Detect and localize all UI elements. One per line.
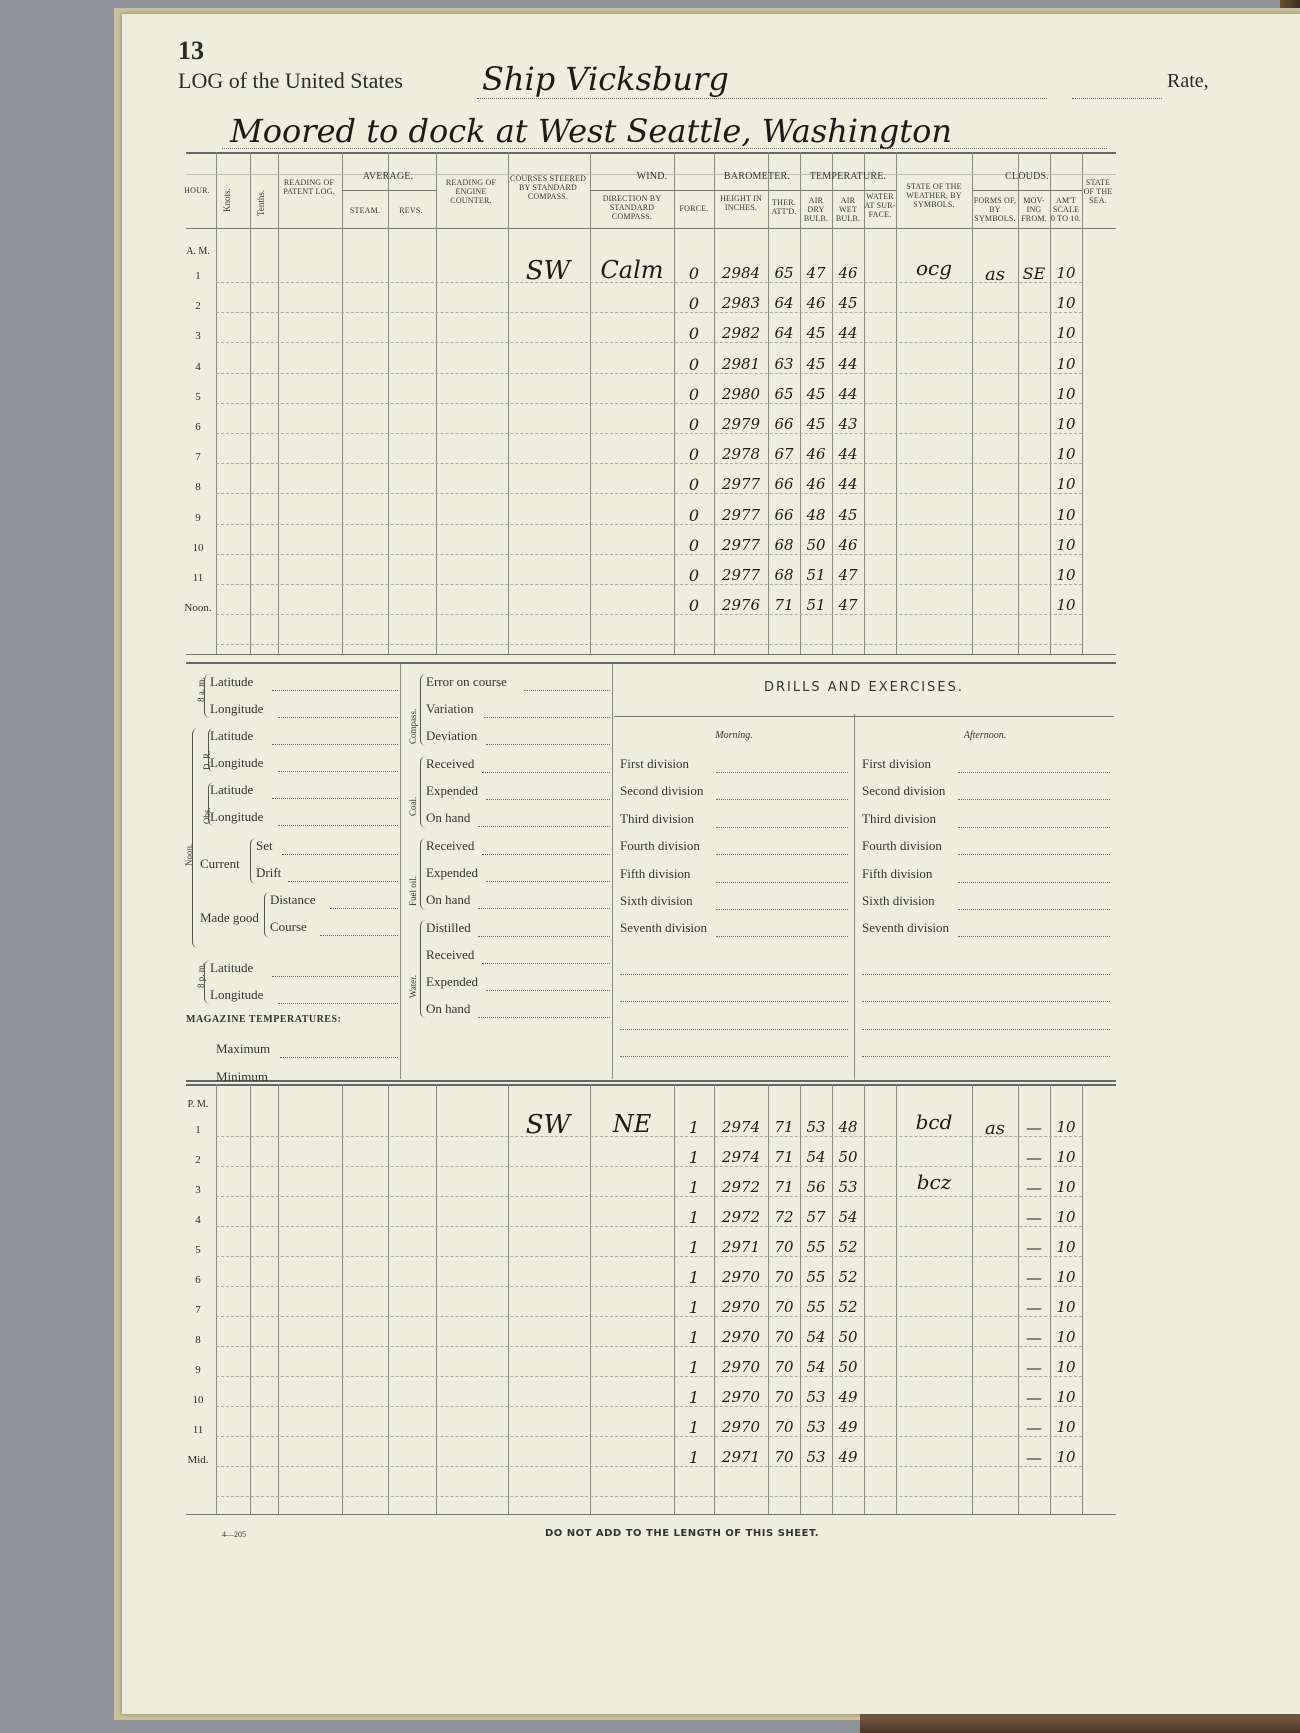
air-dry-cell: 54 <box>806 1328 826 1346</box>
table-row-hour: 9 <box>195 511 201 524</box>
air-dry-cell: 45 <box>806 324 826 343</box>
ther-attd-cell: 70 <box>774 1358 794 1376</box>
header-wind-direction: DIRECTION BY STANDARD COMPASS. <box>602 194 662 221</box>
water-received-label: Received <box>426 947 475 962</box>
air-dry-cell: 53 <box>806 1418 826 1436</box>
form-number: 4—205 <box>222 1530 246 1539</box>
cloud-amount-cell: 10 <box>1056 1388 1076 1406</box>
ther-attd-cell: 71 <box>774 1178 794 1196</box>
barometer-cell: 2971 <box>721 1448 761 1466</box>
table-row-hour: 3 <box>195 330 201 343</box>
ther-attd-cell: 70 <box>774 1448 794 1466</box>
air-wet-cell: 46 <box>838 535 858 554</box>
afternoon-label: Afternoon. <box>963 730 1007 741</box>
air-dry-cell: 53 <box>806 1448 826 1466</box>
table-row-hour: 11 <box>192 1424 204 1436</box>
log-title: LOG of the United States <box>178 68 403 93</box>
table-row-hour: 10 <box>192 1394 204 1406</box>
air-dry-cell: 46 <box>806 475 826 494</box>
header-wind-force: FORCE. <box>679 204 709 213</box>
wind-force-cell: 1 <box>688 1208 700 1227</box>
air-wet-cell: 50 <box>838 1148 858 1166</box>
air-dry-cell: 47 <box>806 264 826 282</box>
set-label: Set <box>256 838 273 853</box>
header-knots: Knots. <box>222 188 232 212</box>
drill-division-label: Second division <box>862 783 946 799</box>
ther-attd-cell: 65 <box>774 384 794 403</box>
table-row-hour: 6 <box>195 1274 201 1286</box>
barometer-cell: 2970 <box>721 1388 761 1406</box>
drill-division-label: Third division <box>620 810 695 826</box>
header-baro-height: HEIGHT IN INCHES. <box>720 194 762 212</box>
barometer-cell: 2980 <box>721 384 761 403</box>
weather-cell: bcz <box>916 1170 952 1194</box>
cloud-moving-cell: — <box>1026 1418 1042 1437</box>
cloud-moving-cell: — <box>1026 1268 1042 1287</box>
ther-attd-cell: 65 <box>774 264 794 282</box>
header-steam: STEAM. <box>349 206 381 215</box>
magazine-label: MAGAZINE TEMPERATURES: <box>186 1014 342 1025</box>
water-label: Water. <box>408 974 418 998</box>
header-ther-attd: THER. ATT'D. <box>771 198 797 216</box>
coal-received-label: Received <box>426 756 475 771</box>
wind-force-cell: 0 <box>688 384 700 404</box>
air-dry-cell: 45 <box>806 354 826 373</box>
barometer-cell: 2976 <box>721 596 761 615</box>
noon-label: Noon. <box>184 843 194 866</box>
table-row-hour: 6 <box>195 421 201 433</box>
table-row-hour: 7 <box>195 451 201 464</box>
air-wet-cell: 53 <box>838 1178 858 1196</box>
header-tenths: Tenths. <box>256 189 266 216</box>
air-wet-cell: 45 <box>838 505 858 524</box>
fuel-oil-label: Fuel oil. <box>408 875 418 906</box>
cloud-moving-cell: SE <box>1022 264 1046 283</box>
air-dry-cell: 55 <box>806 1298 826 1316</box>
air-wet-cell: 52 <box>838 1238 858 1256</box>
cloud-moving-cell: — <box>1026 1178 1042 1197</box>
air-dry-cell: 53 <box>806 1118 826 1136</box>
wind-direction-cell: NE <box>612 1110 652 1138</box>
ther-attd-cell: 66 <box>774 415 794 433</box>
air-dry-cell: 55 <box>806 1238 826 1256</box>
morning-label: Morning. <box>715 730 753 741</box>
cloud-form-cell: as <box>985 1118 1005 1139</box>
cloud-amount-cell: 10 <box>1056 1178 1076 1196</box>
header-water-surface: WATER AT SUR-FACE. <box>864 192 896 219</box>
barometer-cell: 2981 <box>721 354 761 373</box>
table-row-hour: 8 <box>195 481 201 494</box>
header-courses: COURSES STEERED BY STANDARD COMPASS. <box>509 174 587 201</box>
compass-label: Compass. <box>408 708 418 744</box>
ther-attd-cell: 67 <box>774 445 794 464</box>
am8-longitude-label: Longitude <box>210 701 264 716</box>
wind-force-cell: 1 <box>688 1358 700 1377</box>
air-wet-cell: 49 <box>838 1388 858 1406</box>
cloud-amount-cell: 10 <box>1056 415 1076 433</box>
barometer-cell: 2977 <box>721 566 761 584</box>
drift-label: Drift <box>256 865 282 880</box>
cloud-amount-cell: 10 <box>1056 535 1076 554</box>
location-entry: Moored to dock at West Seattle, Washington <box>230 112 952 150</box>
ther-attd-cell: 68 <box>774 535 794 554</box>
barometer-cell: 2970 <box>721 1268 761 1286</box>
cloud-moving-cell: — <box>1026 1298 1042 1317</box>
drill-division-label: Sixth division <box>862 893 935 908</box>
rate-label: Rate, <box>1167 70 1209 92</box>
table-row-hour: 1 <box>195 270 201 282</box>
drill-division-label: Fourth division <box>620 838 700 854</box>
header-cloud-moving: MOV-ING FROM. <box>1021 196 1047 223</box>
cloud-moving-cell: — <box>1026 1208 1042 1227</box>
course-cell: SW <box>525 1110 571 1140</box>
air-dry-cell: 51 <box>806 596 826 615</box>
ther-attd-cell: 68 <box>774 566 794 584</box>
ther-attd-cell: 70 <box>774 1238 794 1256</box>
cloud-amount-cell: 10 <box>1056 294 1076 313</box>
drill-division-label: Fifth division <box>620 865 691 881</box>
air-wet-cell: 44 <box>838 384 858 403</box>
drill-division-label: Fifth division <box>862 865 933 881</box>
coal-label: Coal. <box>408 796 418 816</box>
air-wet-cell: 50 <box>838 1358 858 1376</box>
ther-attd-cell: 66 <box>774 505 794 524</box>
cloud-amount-cell: 10 <box>1056 1208 1076 1226</box>
air-dry-cell: 46 <box>806 294 826 313</box>
wind-force-cell: 0 <box>688 415 700 434</box>
table-row-hour: 9 <box>195 1364 201 1376</box>
ther-attd-cell: 66 <box>774 475 794 494</box>
wind-force-cell: 0 <box>688 354 700 374</box>
course-cell: SW <box>525 256 571 286</box>
made-good-label: Made good <box>200 910 259 925</box>
barometer-cell: 2970 <box>721 1298 761 1316</box>
ship-name: Ship Vicksburg <box>482 60 729 98</box>
air-wet-cell: 47 <box>838 566 858 584</box>
barometer-cell: 2977 <box>721 505 761 524</box>
air-dry-cell: 45 <box>806 384 826 403</box>
table-row-hour: 3 <box>195 1184 201 1196</box>
pm8-label: 8 p. m. <box>196 962 206 988</box>
cloud-amount-cell: 10 <box>1056 1268 1076 1286</box>
cloud-form-cell: as <box>985 264 1005 285</box>
cloud-amount-cell: 10 <box>1056 384 1076 403</box>
barometer-cell: 2970 <box>721 1328 761 1346</box>
cloud-amount-cell: 10 <box>1056 1148 1076 1166</box>
distance-label: Distance <box>270 892 316 907</box>
cloud-amount-cell: 10 <box>1056 596 1076 615</box>
header-revs: REVS. <box>399 206 423 215</box>
cloud-amount-cell: 10 <box>1056 1328 1076 1346</box>
cloud-amount-cell: 10 <box>1056 1358 1076 1376</box>
cloud-moving-cell: — <box>1026 1448 1042 1467</box>
barometer-cell: 2974 <box>721 1148 761 1166</box>
wind-force-cell: 0 <box>688 324 700 344</box>
barometer-cell: 2984 <box>721 264 761 282</box>
air-dry-cell: 54 <box>806 1358 826 1376</box>
header-engine-counter: READING OF ENGINE COUNTER. <box>445 178 497 205</box>
coal-expended-label: Expended <box>426 783 478 798</box>
pm8-latitude-label: Latitude <box>210 960 254 975</box>
air-wet-cell: 44 <box>838 354 858 373</box>
drill-division-label: Seventh division <box>862 920 950 936</box>
cloud-amount-cell: 10 <box>1056 264 1076 282</box>
wind-force-cell: 0 <box>688 475 700 495</box>
dr-label: D. R. <box>202 750 212 770</box>
pm8-longitude-label: Longitude <box>210 987 264 1002</box>
table-row-hour: 2 <box>195 300 201 313</box>
fuel-received-label: Received <box>426 838 475 853</box>
air-wet-cell: 50 <box>838 1328 858 1346</box>
dr-latitude-label: Latitude <box>210 728 254 743</box>
barometer-cell: 2977 <box>721 475 761 494</box>
barometer-cell: 2974 <box>721 1118 761 1136</box>
cloud-amount-cell: 10 <box>1056 1238 1076 1256</box>
air-dry-cell: 54 <box>806 1148 826 1166</box>
table-row-hour: 10 <box>192 541 204 554</box>
barometer-cell: 2970 <box>721 1418 761 1436</box>
current-label: Current <box>200 856 240 871</box>
obs-latitude-label: Latitude <box>210 782 254 797</box>
pm-label: P. M. <box>187 1099 209 1110</box>
ther-attd-cell: 70 <box>774 1328 794 1346</box>
header-barometer: BAROMETER. <box>723 171 791 182</box>
ther-attd-cell: 63 <box>774 354 794 373</box>
log-sheet <box>122 14 1300 1714</box>
ther-attd-cell: 71 <box>774 1118 794 1136</box>
drill-division-label: First division <box>620 756 689 771</box>
table-row-hour: 8 <box>195 1334 201 1346</box>
water-expended-label: Expended <box>426 974 478 989</box>
wind-force-cell: 1 <box>688 1148 700 1167</box>
maximum-label: Maximum <box>216 1041 271 1056</box>
ther-attd-cell: 70 <box>774 1268 794 1286</box>
error-on-course-label: Error on course <box>426 674 507 689</box>
header-sea: STATE OF THE SEA. <box>1083 178 1113 205</box>
wind-force-cell: 0 <box>688 505 700 525</box>
weather-cell: ocg <box>915 256 953 280</box>
air-dry-cell: 46 <box>806 445 826 464</box>
cloud-moving-cell: — <box>1026 1238 1042 1257</box>
wind-force-cell: 0 <box>688 294 700 314</box>
table-row-hour: 5 <box>195 390 201 403</box>
minimum-label: Minimum <box>216 1069 269 1084</box>
ther-attd-cell: 72 <box>774 1208 794 1226</box>
barometer-cell: 2983 <box>721 294 761 313</box>
table-row-hour: 4 <box>195 360 201 373</box>
table-row-hour: 5 <box>195 1244 201 1256</box>
dr-longitude-label: Longitude <box>210 755 264 770</box>
air-wet-cell: 46 <box>838 264 858 282</box>
fuel-expended-label: Expended <box>426 865 478 880</box>
fuel-on-hand-label: On hand <box>426 892 471 907</box>
wind-force-cell: 1 <box>688 1388 700 1407</box>
drill-division-label: Seventh division <box>620 920 708 936</box>
barometer-cell: 2972 <box>721 1208 761 1226</box>
air-dry-cell: 48 <box>806 505 826 524</box>
header-patent-log: READING OF PATENT LOG. <box>283 178 335 196</box>
drill-division-label: First division <box>862 756 931 771</box>
am-label: A. M. <box>186 246 210 257</box>
air-dry-cell: 56 <box>806 1178 826 1196</box>
wind-force-cell: 0 <box>688 445 700 465</box>
course-label: Course <box>270 919 307 934</box>
header-cloud-forms: FORMS OF, BY SYMBOLS. <box>973 196 1017 223</box>
cloud-amount-cell: 10 <box>1056 566 1076 584</box>
cloud-amount-cell: 10 <box>1056 1118 1076 1136</box>
barometer-cell: 2970 <box>721 1358 761 1376</box>
air-dry-cell: 53 <box>806 1388 826 1406</box>
air-wet-cell: 47 <box>838 596 858 615</box>
air-wet-cell: 52 <box>838 1298 858 1316</box>
variation-label: Variation <box>426 701 474 716</box>
water-distilled-label: Distilled <box>426 920 471 935</box>
air-wet-cell: 44 <box>838 324 858 343</box>
barometer-cell: 2971 <box>721 1238 761 1256</box>
table-row-hour: 7 <box>195 1304 201 1316</box>
air-wet-cell: 43 <box>838 415 858 433</box>
air-wet-cell: 45 <box>838 294 858 313</box>
wind-force-cell: 1 <box>688 1298 700 1317</box>
barometer-cell: 2982 <box>721 324 761 343</box>
air-wet-cell: 49 <box>838 1418 858 1436</box>
header-clouds: CLOUDS. <box>1005 171 1049 182</box>
ther-attd-cell: 70 <box>774 1298 794 1316</box>
wind-force-cell: 1 <box>688 1178 700 1197</box>
drills-title: DRILLS AND EXERCISES. <box>764 680 964 695</box>
ther-attd-cell: 70 <box>774 1388 794 1406</box>
cloud-amount-cell: 10 <box>1056 505 1076 524</box>
header-weather: STATE OF THE WEATHER, BY SYMBOLS. <box>906 182 962 209</box>
wind-force-cell: 0 <box>688 596 700 616</box>
footer-note: DO NOT ADD TO THE LENGTH OF THIS SHEET. <box>544 1528 820 1539</box>
cloud-amount-cell: 10 <box>1056 1448 1076 1466</box>
cloud-moving-cell: — <box>1026 1118 1042 1137</box>
weather-cell: bcd <box>915 1110 953 1134</box>
cloud-moving-cell: — <box>1026 1148 1042 1167</box>
table-row-hour: 1 <box>195 1124 201 1136</box>
header-wind: WIND. <box>636 171 668 182</box>
air-wet-cell: 44 <box>838 475 858 494</box>
deviation-label: Deviation <box>426 728 478 743</box>
wind-direction-cell: Calm <box>600 256 664 284</box>
cloud-amount-cell: 10 <box>1056 445 1076 464</box>
wind-force-cell: 0 <box>688 535 700 555</box>
air-wet-cell: 52 <box>838 1268 858 1286</box>
wind-force-cell: 1 <box>688 1268 700 1287</box>
barometer-cell: 2979 <box>721 415 761 433</box>
air-dry-cell: 55 <box>806 1268 826 1286</box>
wind-force-cell: 1 <box>688 1418 700 1437</box>
barometer-cell: 2977 <box>721 535 761 554</box>
cloud-amount-cell: 10 <box>1056 354 1076 373</box>
air-wet-cell: 48 <box>838 1118 858 1136</box>
table-row-hour: 11 <box>192 572 204 584</box>
air-wet-cell: 49 <box>838 1448 858 1466</box>
barometer-cell: 2978 <box>721 445 761 464</box>
cloud-amount-cell: 10 <box>1056 1418 1076 1436</box>
ther-attd-cell: 71 <box>774 596 794 615</box>
air-wet-cell: 54 <box>838 1208 858 1226</box>
header-air-dry: AIR DRY BULB. <box>803 196 829 223</box>
air-wet-cell: 44 <box>838 445 858 464</box>
table-row-hour: 4 <box>195 1214 201 1226</box>
drill-division-label: Second division <box>620 783 704 799</box>
drill-division-label: Fourth division <box>862 838 942 854</box>
am8-label: 8 a. m. <box>196 677 206 702</box>
wind-force-cell: 1 <box>688 1448 700 1467</box>
header-air-wet: AIR WET BULB. <box>835 196 861 223</box>
ther-attd-cell: 64 <box>774 324 794 343</box>
wind-force-cell: 0 <box>688 566 700 585</box>
wind-force-cell: 1 <box>688 1328 700 1347</box>
drill-division-label: Third division <box>862 810 937 826</box>
coal-on-hand-label: On hand <box>426 810 471 825</box>
ther-attd-cell: 71 <box>774 1148 794 1166</box>
air-dry-cell: 51 <box>806 566 826 584</box>
air-dry-cell: 45 <box>806 415 826 433</box>
barometer-cell: 2972 <box>721 1178 761 1196</box>
air-dry-cell: 57 <box>806 1208 826 1226</box>
table-row-hour: Noon. <box>184 602 212 615</box>
cloud-amount-cell: 10 <box>1056 1298 1076 1316</box>
cloud-moving-cell: — <box>1026 1328 1042 1347</box>
cloud-moving-cell: — <box>1026 1358 1042 1377</box>
ther-attd-cell: 64 <box>774 294 794 313</box>
drill-division-label: Sixth division <box>620 893 693 908</box>
header-cloud-amount: AM'T SCALE 0 TO 10. <box>1051 196 1081 223</box>
water-on-hand-label: On hand <box>426 1001 471 1016</box>
wind-force-cell: 1 <box>688 1118 700 1137</box>
obs-label: Obs. <box>202 807 212 824</box>
header-temperature: TEMPERATURE. <box>809 171 887 182</box>
page-number: 13 <box>178 36 204 65</box>
header-hour: HOUR. <box>184 186 210 195</box>
header-average: AVERAGE. <box>362 171 414 182</box>
ther-attd-cell: 70 <box>774 1418 794 1436</box>
table-row-hour: Mid. <box>187 1454 209 1466</box>
cloud-amount-cell: 10 <box>1056 324 1076 343</box>
table-row-hour: 2 <box>195 1154 201 1166</box>
air-dry-cell: 50 <box>806 535 826 554</box>
am8-latitude-label: Latitude <box>210 674 254 689</box>
cloud-moving-cell: — <box>1026 1388 1042 1407</box>
wind-force-cell: 1 <box>688 1238 700 1257</box>
obs-longitude-label: Longitude <box>210 809 264 824</box>
wind-force-cell: 0 <box>688 264 700 283</box>
cloud-amount-cell: 10 <box>1056 475 1076 494</box>
